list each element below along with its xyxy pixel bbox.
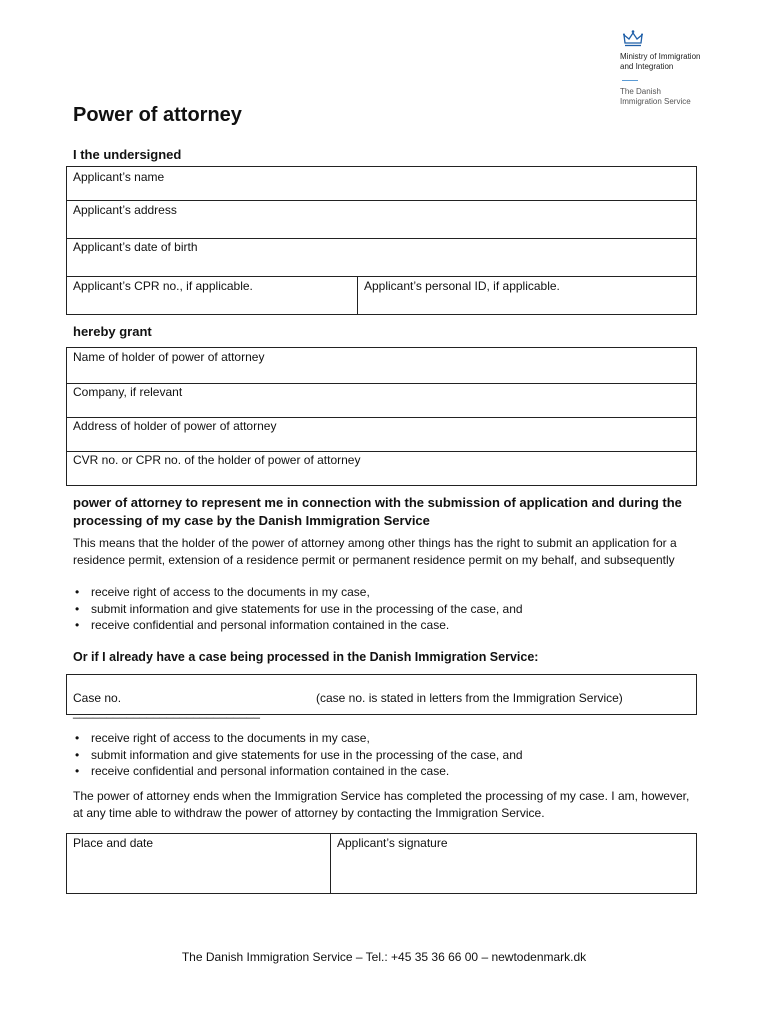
- logo-divider: [622, 80, 638, 81]
- applicant-address-label: Applicant’s address: [73, 203, 177, 217]
- logo-ministry-line-1: Ministry of Immigration: [620, 52, 701, 61]
- applicant-dob-field[interactable]: [67, 238, 696, 277]
- applicant-id-row: [67, 276, 696, 315]
- list-item: • submit information and give statements for use in the processing of the case, and: [73, 747, 693, 764]
- holder-heading: hereby grant: [73, 324, 152, 339]
- logo-service-line-1: The Danish: [620, 87, 661, 96]
- case-number-field[interactable]: Case no. ____________________________: [73, 691, 260, 719]
- list-item: • receive confidential and personal information contained in the case.: [73, 617, 693, 634]
- applicant-dob-label: Applicant’s date of birth: [73, 240, 198, 254]
- footer: The Danish Immigration Service – Tel.: +45 35 36 66 00 – newtodenmark.dk: [181, 950, 587, 964]
- list-item: • receive right of access to the documents in my case,: [73, 730, 693, 747]
- list-item: • receive confidential and personal information contained in the case.: [73, 763, 693, 780]
- case-number-box[interactable]: [66, 674, 697, 719]
- holder-name-label: Name of holder of power of attorney: [73, 350, 265, 364]
- logo-service-line-2: Immigration Service: [620, 97, 691, 106]
- applicant-personal-id-field[interactable]: Applicant’s personal ID, if applicable.: [357, 277, 696, 315]
- list-item: • submit information and give statements for use in the processing of the case, and: [73, 601, 693, 618]
- holder-company-label: Company, if relevant: [73, 385, 183, 399]
- applicant-address-field[interactable]: [67, 200, 696, 239]
- holder-address-field[interactable]: [67, 417, 696, 452]
- applicant-box: [66, 166, 697, 315]
- signature-box: [66, 833, 697, 894]
- applicant-cpr-field[interactable]: Applicant’s CPR no., if applicable.: [73, 279, 253, 293]
- holder-cvr-field[interactable]: [67, 451, 696, 486]
- grant-bullet-list: [73, 584, 693, 634]
- grant-text: This means that the holder of the power of attorney among other things has the right to submit an application for a residence permit, extension of a residence permit or permanent residence permit on my behalf, and subsequently: [73, 536, 677, 567]
- logo-ministry-line-2: and Integration: [620, 62, 674, 71]
- holder-address-label: Address of holder of power of attorney: [73, 419, 277, 433]
- holder-box: [66, 347, 697, 486]
- existing-case-heading: Or if I already have a case being processed in the Danish Immigration Service:: [73, 650, 539, 664]
- grant-heading: power of attorney to represent me in connection with the submission of application and during the processing of my case by the Danish Immigration Service: [73, 495, 682, 528]
- list-item: • receive right of access to the documents in my case,: [73, 584, 693, 601]
- applicant-heading: I the undersigned: [73, 147, 182, 162]
- ending-text: The power of attorney ends when the Immigration Service has completed the processing of my case. I am, however, at any time able to withdraw the power of attorney by contacting the Immigration Service.: [73, 789, 690, 820]
- holder-company-field[interactable]: [67, 383, 696, 418]
- crown-icon: [622, 30, 644, 48]
- holder-cvr-label: CVR no. or CPR no. of the holder of power of attorney: [73, 453, 361, 467]
- ministry-logo: [620, 30, 760, 107]
- applicant-name-label: Applicant’s name: [73, 170, 165, 184]
- applicant-name-field[interactable]: [67, 167, 696, 200]
- case-number-note: (case no. is stated in letters from the Immigration Service): [316, 691, 623, 705]
- holder-name-field[interactable]: [67, 348, 696, 383]
- page-title: Power of attorney: [73, 104, 242, 126]
- place-date-field[interactable]: Place and date: [73, 836, 154, 850]
- applicant-signature-field[interactable]: Applicant’s signature: [330, 834, 696, 893]
- existing-case-bullet-list: [73, 730, 693, 780]
